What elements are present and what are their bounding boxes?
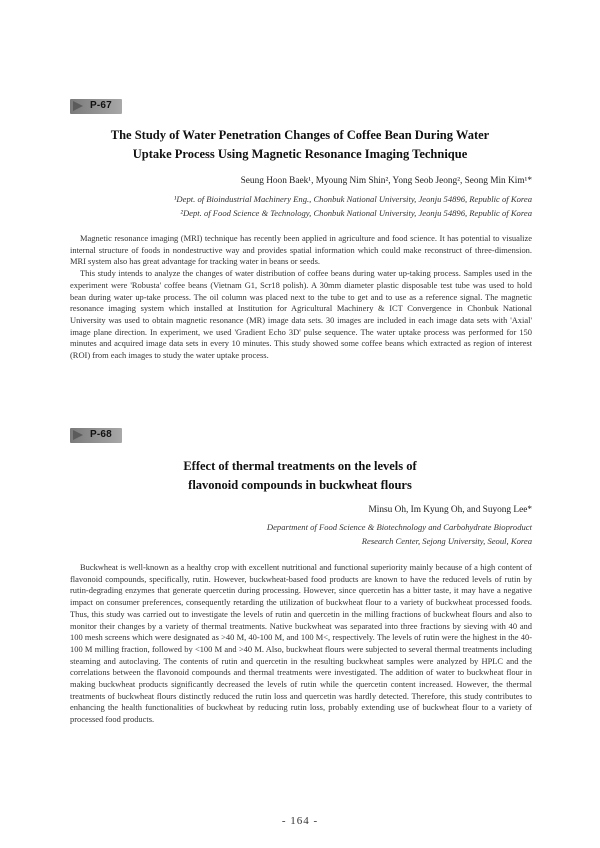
article2-title-line1: Effect of thermal treatments on the levels of <box>183 459 417 473</box>
article2-affiliation-1: Department of Food Science & Biotechnology and Carbohydrate Bioproduct <box>266 522 532 532</box>
article2-abstract <box>70 562 532 726</box>
article1-affiliations <box>62 193 532 220</box>
article1-title-line1: The Study of Water Penetration Changes of Coffee Bean During Water <box>110 128 490 142</box>
article2-affiliations <box>62 521 532 548</box>
article1-affiliation-1: ¹Dept. of Bioindustrial Machinery Eng., Chonbuk National University, Jeonju 54896, Republic of Korea <box>173 194 532 204</box>
article2-title <box>60 457 540 495</box>
page-number: - 164 - <box>281 815 319 827</box>
article1-paragraph-1: Magnetic resonance imaging (MRI) technique has recently been applied in agriculture and food science. It has potential to visualize internal structure of foods in nondestructive way and provides spatial information which could make reconstruct of three-dimension. MRI system also has great advantage for tracking water in beans or seeds. <box>70 233 532 267</box>
article2-affiliation-2: Research Center, Sejong University, Seoul, Korea <box>361 535 532 546</box>
article1-title-line2: Uptake Process Using Magnetic Resonance Imaging Technique <box>132 147 468 161</box>
arrow-icon <box>73 430 83 440</box>
poster-label-p68 <box>70 428 122 443</box>
article2-title-line2: flavonoid compounds in buckwheat flours <box>188 478 412 492</box>
arrow-icon <box>73 101 83 111</box>
article2-authors: Minsu Oh, Im Kyung Oh, and Suyong Lee* <box>368 505 532 515</box>
poster-number: P-67 <box>90 100 112 111</box>
article1-title <box>60 126 540 164</box>
article1-affiliation-2: ²Dept. of Food Science & Technology, Chonbuk National University, Jeonju 54896, Republic of Korea <box>180 207 532 218</box>
article1-abstract <box>70 233 532 362</box>
article2-paragraph-1: Buckwheat is well-known as a healthy crop with excellent nutritional and functional superiority mainly because of a high content of flavonoid compounds, specifically, rutin. However, buckwheat-based food products are known to have the reduced levels of rutin by rutin-degrading enzymes that generate quercetin during processing. However, since quercetin has a bitter taste, it may have a negative impact on consumer preferences, consequently retarding the utilization of buckwheat flour to a variety of buckwheat processed foods. Thus, this study was carried out to investigate the levels of rutin and quercetin in the milling fractions of buckwheat flours and also to monitor their changes by a variety of thermal treatments. Native buckwheat was separated into three fractions by sieving with 40 and 100 mesh screens which were designated as >40 M, 40-100 M, and 100 M<, respectively. The levels of rutin were the highest in the 40-100 M milling fraction, followed by <100 M and >40 M. Also, buckwheat flours were subjected to several thermal treatments including steaming and autoclaving. The contents of rutin and quercetin in the resulting buckwheat samples were analyzed by HPLC and the correlations between the flavonoid compounds and thermal treatments were investigated. The addition of water to buckwheat flour in making buckwheat products significantly decreased the levels of rutin while the quercetin content increased. However, the thermal treatments of buckwheat flours distinctly reduced the rutin loss and quercetin was hardly detected. Therefore, this study contributes to enhancing the health functionalities of buckwheat by reducing rutin loss, probably extending use of buckwheat flour to a variety of processed food products. <box>70 562 532 725</box>
poster-number: P-68 <box>90 429 112 440</box>
article1-authors: Seung Hoon Baek¹, Myoung Nim Shin², Yong Seob Jeong², Seong Min Kim¹* <box>240 176 532 186</box>
poster-label-p67 <box>70 99 122 114</box>
article1-paragraph-2: This study intends to analyze the changes of water distribution of coffee beans during water up-taking process. Samples used in the experiment were 'Robusta' coffee beans (Vietnam G1, Scr18 polish). A 30mm diameter plastic disposable test tube was used to hold bean during water up-take process. The oil column was placed next to the tube to get and to use as a reference signal. The magnetic resonance imaging system which installed at Institution for Agricultural Machinery & ICT Convergence in Chonbuk National University was used to obtain magnetic resonance (MR) image data sets. 30 images are included in each image data sets with 'Axial' image plane direction. In experiment, we used 'Gradient Echo 3D' pulse sequence. The water uptake process was performed for 150 minutes and acquired image data sets in every 10 minutes. This study showed some coffee beans which extracted as region of interest (ROI) from each images to study the water uptake process. <box>70 268 532 361</box>
